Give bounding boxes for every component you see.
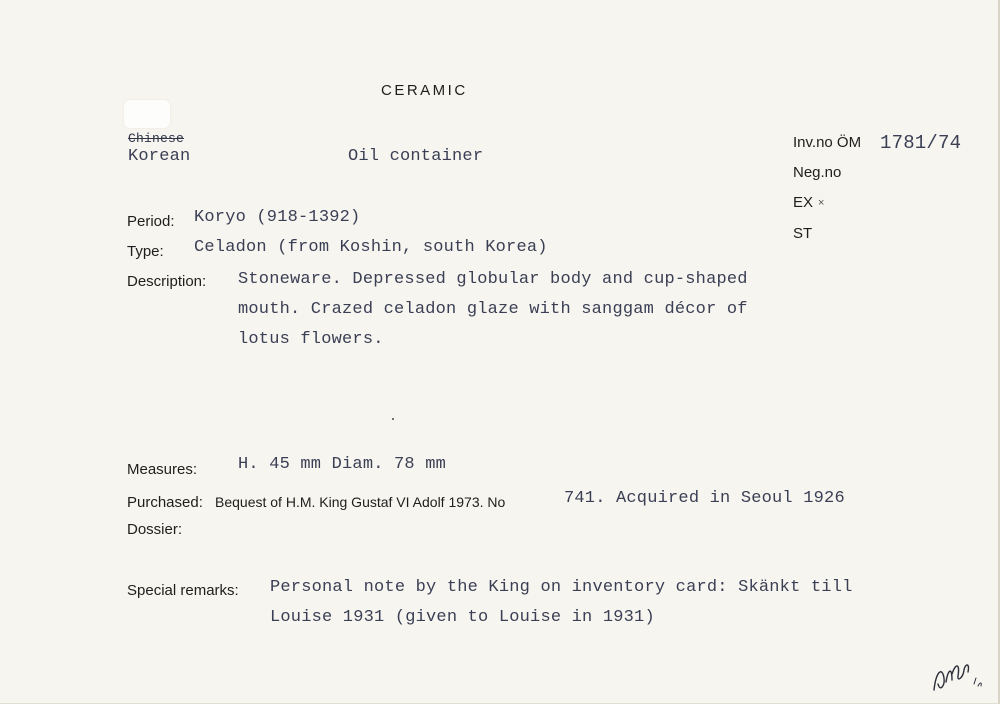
description-label: Description: [127, 273, 207, 290]
measures-label: Measures: [127, 461, 198, 478]
dossier-label: Dossier: [127, 521, 183, 538]
st-label: ST [793, 225, 813, 242]
period-value: Koryo (918-1392) [194, 208, 361, 227]
ex-label: EX [793, 194, 814, 211]
measures-value: H. 45 mm Diam. 78 mm [238, 455, 447, 474]
ink-speck [392, 418, 394, 420]
purchased-label: Purchased: [127, 494, 203, 511]
correction-fluid-mark [124, 100, 170, 128]
type-value: Celadon (from Koshin, south Korea) [194, 238, 548, 257]
description-line: mouth. Crazed celadon glaze with sanggam décor of [238, 300, 748, 319]
description-line: lotus flowers. [238, 330, 384, 349]
handwritten-initials [930, 652, 986, 698]
remarks-label: Special remarks: [127, 582, 239, 599]
object-name: Oil container [348, 147, 484, 166]
inventory-label: Inv.no ÖM [793, 134, 862, 151]
period-label: Period: [127, 213, 175, 230]
remarks-line: Louise 1931 (given to Louise in 1931) [270, 608, 655, 627]
origin-value: Korean [128, 147, 191, 166]
ex-mark: × [818, 197, 825, 209]
purchased-printed-text: Bequest of H.M. King Gustaf VI Adolf 1973. No [215, 494, 506, 510]
negative-label: Neg.no [793, 164, 842, 181]
remarks-line: Personal note by the King on inventory card: Skänkt till [270, 578, 853, 597]
card-title: CERAMIC [381, 82, 468, 99]
inventory-number: 1781/74 [880, 132, 962, 154]
origin-struck: Chinese [128, 131, 185, 146]
purchased-typed-text: 741. Acquired in Seoul 1926 [564, 489, 845, 508]
description-line: Stoneware. Depressed globular body and cup-shaped [238, 270, 748, 289]
type-label: Type: [127, 243, 164, 260]
